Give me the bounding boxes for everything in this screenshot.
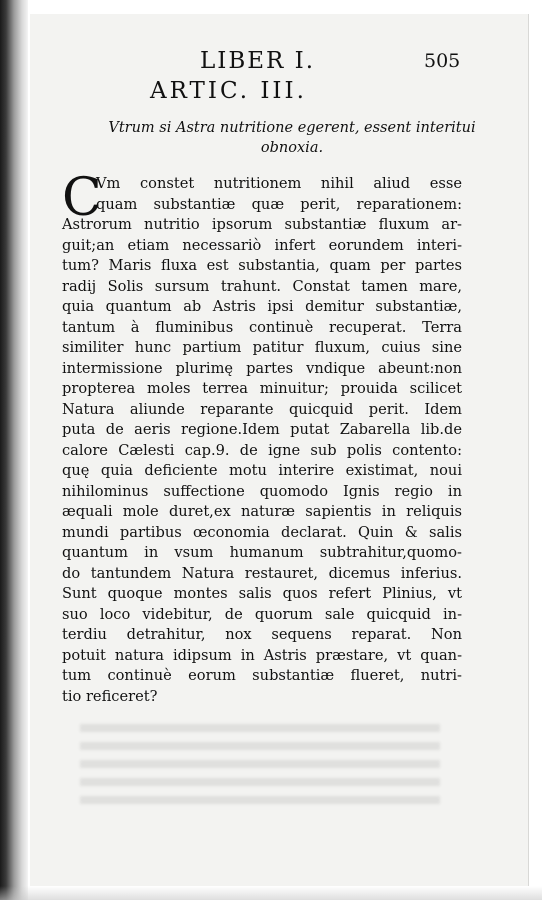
text-line: Sunt quoque montes salis quos refert Plinius, vt	[62, 585, 462, 602]
text-line: æquali mole duret,ex naturæ sapientis in reliquis	[62, 503, 462, 520]
text-line: propterea moles terrea minuitur; prouida scilicet	[62, 380, 462, 397]
drop-cap: C	[62, 168, 102, 228]
text-line: nihilominus suffectione quomodo Ignis regio in	[62, 482, 462, 500]
text-line: radij Solis sursum trahunt. Constat tamen mare,	[62, 277, 462, 295]
text-line: suo loco videbitur, de quorum sale quicquid in-	[62, 605, 462, 623]
text-line: quę quia deficiente motu interire existimat, noui	[62, 462, 462, 479]
text-line: similiter hunc partium patitur fluxum, cuius sine	[62, 339, 462, 356]
show-through-texture	[80, 714, 440, 824]
text-line: quantum in vsum humanum subtrahitur,quomo-	[62, 544, 462, 561]
text-line: guit;an etiam necessariò infert eorundem interi-	[62, 236, 462, 254]
text-line: Astrorum nutritio ipsorum substantiæ fluxum ar-	[62, 216, 462, 233]
body-text	[62, 168, 462, 707]
text-line: puta de aeris regione.Idem putat Zabarella lib.de	[62, 421, 462, 438]
text-line: tio reficeret?	[62, 687, 158, 705]
article-subtitle: Vtrum si Astra nutritione egerent, essent interitui obnoxia.	[108, 120, 476, 156]
text-line: do tantundem Natura restauret, dicemus inferius.	[62, 564, 462, 582]
book-page	[30, 14, 529, 886]
text-line: mundi partibus œconomia declarat. Quin & salis	[62, 523, 462, 541]
article-heading: ARTIC. III.	[150, 78, 307, 104]
text-line: calore Cælesti cap.9. de igne sub polis contento:	[62, 441, 462, 459]
text-line: Vm constet nutritionem nihil aliud esse	[96, 175, 462, 192]
scan-binding-edge	[0, 0, 28, 900]
text-line: tum continuè eorum substantiæ flueret, nutri-	[62, 667, 462, 684]
text-line: Natura aliunde reparante quicquid perit. Idem	[62, 400, 462, 418]
text-line: terdiu detrahitur, nox sequens reparat. Non	[62, 626, 462, 643]
text-line: tantum à fluminibus continuè recuperat. Terra	[62, 318, 462, 336]
scan-bottom-shadow	[0, 886, 542, 900]
text-line: quam substantiæ quæ perit, reparationem:	[96, 195, 462, 213]
page-number: 505	[424, 50, 461, 72]
text-line: potuit natura idipsum in Astris præstare, vt quan-	[62, 646, 462, 664]
text-line: quia quantum ab Astris ipsi demitur substantiæ,	[62, 298, 462, 315]
text-line: intermissione plurimę partes vndique abeunt:non	[62, 359, 462, 377]
text-line: tum? Maris fluxa est substantia, quam per partes	[62, 257, 462, 274]
running-head: LIBER I.	[200, 48, 316, 74]
